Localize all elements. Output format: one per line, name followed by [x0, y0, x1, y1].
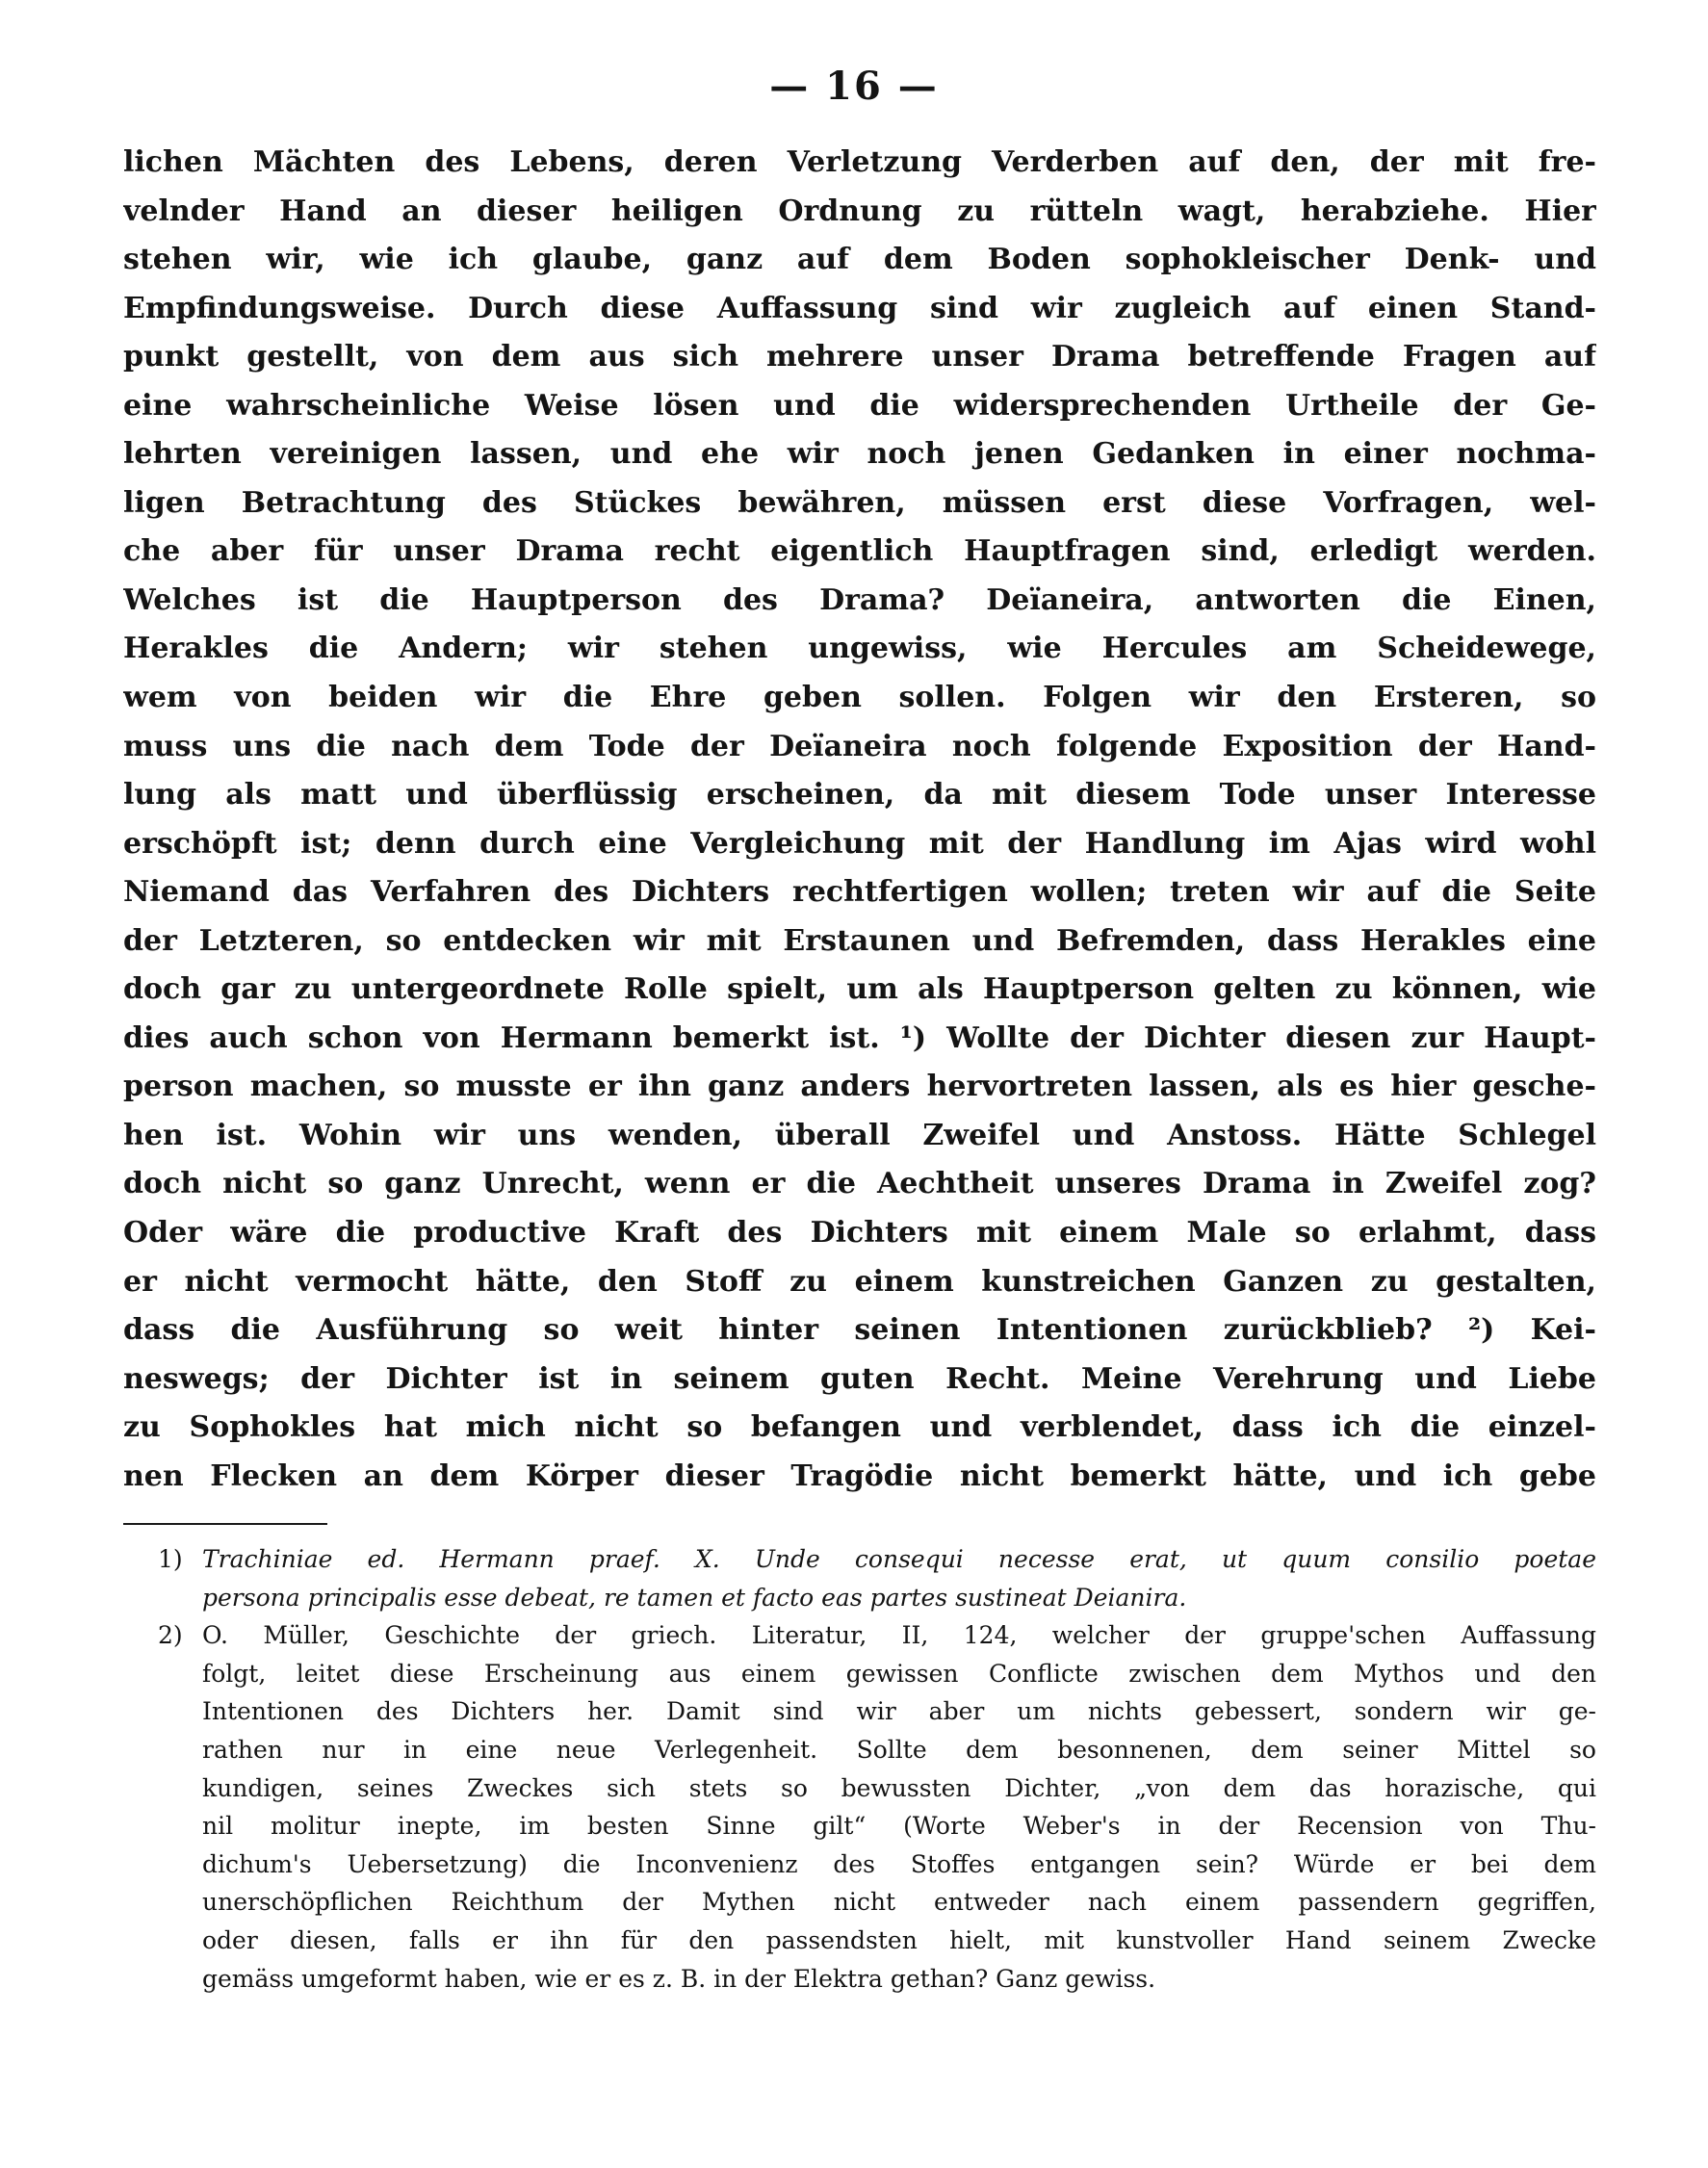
footnote-2-line: kundigen, seines Zweckes sich stets so bewussten Dichter, „von dem das horazische, qui — [202, 1773, 1596, 1802]
text-line: che aber für unser Drama recht eigentlich Hauptfragen sind, erledigt werden. — [123, 534, 1596, 569]
page-number: — 16 — — [769, 64, 939, 109]
footnote-1-line: persona principalis esse debeat, re tamen et facto eas partes sustineat Deianira. — [202, 1583, 1187, 1612]
text-line: velnder Hand an dieser heiligen Ordnung zu rütteln wagt, herabziehe. Hier — [123, 194, 1596, 228]
footnote-2-line: dichum's Uebersetzung) die Inconvenienz des Stoffes entgangen sein? Würde er bei dem — [202, 1849, 1596, 1878]
text-line: punkt gestellt, von dem aus sich mehrere unser Drama betreffende Fragen auf — [123, 340, 1596, 374]
text-line: der Letzteren, so entdecken wir mit Erstaunen und Befremden, dass Herakles eine — [123, 923, 1596, 958]
text-line: Herakles die Andern; wir stehen ungewiss, wie Hercules am Scheidewege, — [123, 632, 1596, 666]
footnote-2-line: rathen nur in eine neue Verlegenheit. Sollte dem besonnenen, dem seiner Mittel so — [202, 1735, 1596, 1764]
footnote-2-line: Intentionen des Dichters her. Damit sind wir aber um nichts gebessert, sondern wir ge- — [202, 1697, 1596, 1726]
text-line: dass die Ausführung so weit hinter seinen Intentionen zurückblieb? ²) Kei- — [123, 1313, 1596, 1348]
text-line: muss uns die nach dem Tode der Deïaneira noch folgende Exposition der Hand- — [123, 729, 1596, 763]
footnote-1-text: Trachiniae ed. Hermann praef. X. Unde consequi necesse erat, ut quum consilio poetae — [202, 1545, 1596, 1573]
text-line: Oder wäre die productive Kraft des Dichters mit einem Male so erlahmt, dass — [123, 1216, 1596, 1251]
text-line: doch nicht so ganz Unrecht, wenn er die Aechtheit unseres Drama in Zweifel zog? — [123, 1167, 1596, 1201]
text-line: stehen wir, wie ich glaube, ganz auf dem Boden sophokleischer Denk- und — [123, 243, 1596, 277]
text-line: wem von beiden wir die Ehre geben sollen. Folgen wir den Ersteren, so — [123, 681, 1596, 715]
text-line: lung als matt und überflüssig erscheinen, da mit diesem Tode unser Interesse — [123, 778, 1596, 813]
text-line: Empfindungsweise. Durch diese Auffassung sind wir zugleich auf einen Stand- — [123, 291, 1596, 325]
footnote-2-text: O. Müller, Geschichte der griech. Literatur, II, 124, welcher der gruppe'schen Auffassung — [202, 1621, 1596, 1650]
text-line: dies auch schon von Hermann bemerkt ist. ¹) Wollte der Dichter diesen zur Haupt- — [123, 1020, 1596, 1055]
main-text-block — [123, 139, 1596, 1501]
text-line: lichen Mächten des Lebens, deren Verletzung Verderben auf den, der mit fre- — [123, 145, 1596, 179]
footnote-1-marker: 1) — [158, 1545, 183, 1573]
footnote-2-line: folgt, leitet diese Erscheinung aus einem gewissen Conflicte zwischen dem Mythos und den — [202, 1659, 1596, 1688]
text-line: erschöpft ist; denn durch eine Vergleichung mit der Handlung im Ajas wird wohl — [123, 826, 1596, 861]
text-line: Niemand das Verfahren des Dichters rechtfertigen wollen; treten wir auf die Seite — [123, 875, 1596, 910]
text-line: lehrten vereinigen lassen, und ehe wir noch jenen Gedanken in einer nochma- — [123, 437, 1596, 472]
footnote-1-line — [123, 1540, 1596, 1579]
text-line: hen ist. Wohin wir uns wenden, überall Zweifel und Anstoss. Hätte Schlegel — [123, 1118, 1596, 1152]
footnote-2-marker: 2) — [158, 1621, 183, 1650]
text-line: Welches ist die Hauptperson des Drama? Deïaneira, antworten die Einen, — [123, 582, 1596, 617]
text-line: er nicht vermocht hätte, den Stoff zu einem kunstreichen Ganzen zu gestalten, — [123, 1264, 1596, 1299]
footnote-2-line: unerschöpflichen Reichthum der Mythen nicht entweder nach einem passendern gegriffen, — [202, 1888, 1596, 1917]
footnote-2-line: nil molitur inepte, im besten Sinne gilt“ (Worte Weber's in der Recension von Thu- — [202, 1812, 1596, 1841]
text-line: doch gar zu untergeordnete Rolle spielt, um als Hauptperson gelten zu können, wie — [123, 972, 1596, 1007]
text-line: zu Sophokles hat mich nicht so befangen und verblendet, dass ich die einzel- — [123, 1410, 1596, 1445]
text-line: eine wahrscheinliche Weise lösen und die widersprechenden Urtheile der Ge- — [123, 388, 1596, 423]
footnote-2-line: gemäss umgeformt haben, wie er es z. B. in der Elektra gethan? Ganz gewiss. — [202, 1964, 1156, 1993]
footnote-separator — [123, 1523, 327, 1525]
text-line: neswegs; der Dichter ist in seinem guten Recht. Meine Verehrung und Liebe — [123, 1361, 1596, 1396]
text-line: nen Flecken an dem Körper dieser Tragödie nicht bemerkt hätte, und ich gebe — [123, 1458, 1596, 1493]
text-line: ligen Betrachtung des Stückes bewähren, müssen erst diese Vorfragen, wel- — [123, 485, 1596, 520]
text-line: person machen, so musste er ihn ganz anders hervortreten lassen, als es hier gesche- — [123, 1070, 1596, 1104]
footnote-2-line: oder diesen, falls er ihn für den passendsten hielt, mit kunstvoller Hand seinem Zwecke — [202, 1925, 1596, 1954]
footnote-2-line — [123, 1616, 1596, 1655]
footnotes-block — [123, 1540, 1596, 1998]
